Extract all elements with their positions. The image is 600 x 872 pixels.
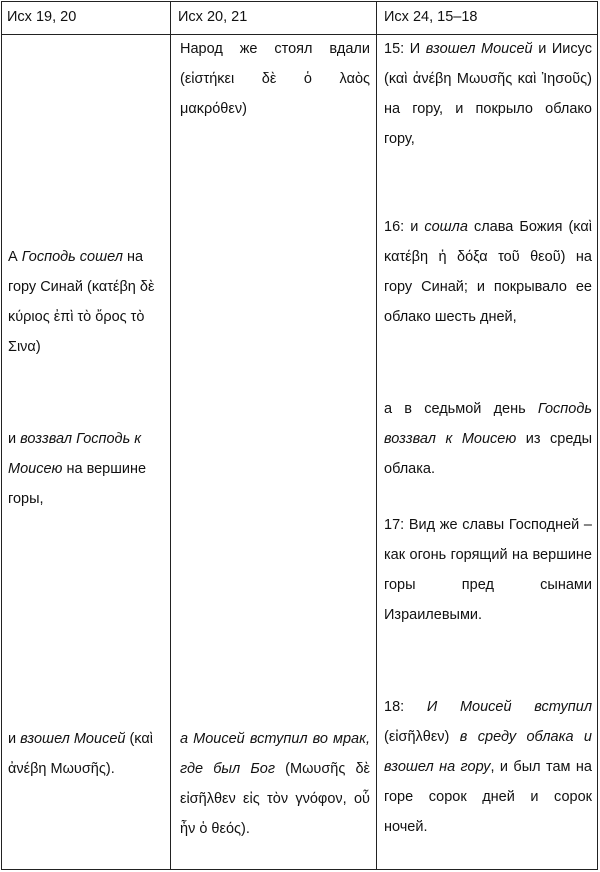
col2-block-2 [180, 724, 370, 844]
col3-b5-text: 18: [384, 699, 427, 715]
col3-b2-italic: сошла [424, 219, 468, 235]
col3-b2-text-2: слава Божия (καὶ κατέβη ἡ δόξα τοῦ θεοῦ) на гору Синай; и покрывало ее облако шесть дней, [384, 219, 592, 325]
col3-b5-italic-2: в среду облака и взошел на гору [384, 729, 593, 775]
col2-block-1: Народ же стоял вдали (εἱστήκει δὲ ὁ λαὸς μακρόθεν) [180, 41, 370, 117]
col1-block-1 [8, 242, 163, 362]
header-col-2: Исх 20, 21 [178, 9, 248, 25]
col1-b2-italic: воззвал Господь к Моисею [8, 431, 142, 477]
col2-b2-italic: а Моисей вступил во мрак, где был Бог [180, 731, 370, 777]
col3-block-3 [384, 394, 592, 484]
col3-block-5 [384, 692, 592, 842]
col3-b3-text: а в седьмой день [384, 401, 538, 417]
col1-b3-italic: взошел Моисей [20, 731, 126, 747]
col3-b5-italic: И Моисей вступил [426, 699, 592, 715]
header-col-3: Исх 24, 15–18 [384, 9, 478, 25]
header-col-1: Исх 19, 20 [7, 9, 77, 25]
col3-b5-text-2: (εἰσῆλθεν) [384, 729, 460, 745]
col1-b3-text-2: (καὶ ἀνέβη Μωυσῆς). [8, 731, 153, 777]
col3-b1-text: 15: И [384, 41, 426, 57]
col3-block-4: 17: Вид же славы Господней – как огонь горящий на вершине горы пред сынами Израилевыми. [384, 517, 592, 623]
col3-b1-text-2: и Иисус (καὶ ἀνέβη Μωυσῆς καὶ Ἰησοῦς) на гору, и покрыло облако гору, [384, 41, 592, 147]
col3-b5-text-3: , и был там на горе сорок дней и сорок ночей. [384, 759, 592, 835]
col3-block-1 [384, 34, 592, 154]
col2-b2-text: (Μωυσῆς δὲ εἰσῆλθεν εἰς τὸν γνόφον, οὗ ἦν ὁ θεός). [180, 761, 370, 837]
col1-b1-text: А [8, 249, 22, 265]
col3-b2-text: 16: и [384, 219, 425, 235]
col1-b3-text: и [8, 731, 21, 747]
col1-b1-text-2: на гору Синай (κατέβη δὲ κύριος ἐπὶ τὸ ὄρος τὸ Σινα) [8, 249, 155, 355]
col1-block-3 [8, 724, 158, 784]
col1-b2-text-2: на вершине горы, [8, 461, 147, 507]
column-divider-1 [170, 2, 171, 869]
col3-block-2 [384, 212, 592, 332]
comparison-table [1, 1, 598, 870]
col3-b1-italic: взошел Моисей [425, 41, 533, 57]
col3-b3-text-2: из среды облака. [384, 431, 592, 477]
col3-b3-italic: Господь воззвал к Моисею [384, 401, 592, 447]
column-divider-2 [376, 2, 377, 869]
col1-b1-italic: Господь сошел [21, 249, 123, 265]
col1-block-2 [8, 424, 166, 514]
col1-b2-text: и [8, 431, 21, 447]
